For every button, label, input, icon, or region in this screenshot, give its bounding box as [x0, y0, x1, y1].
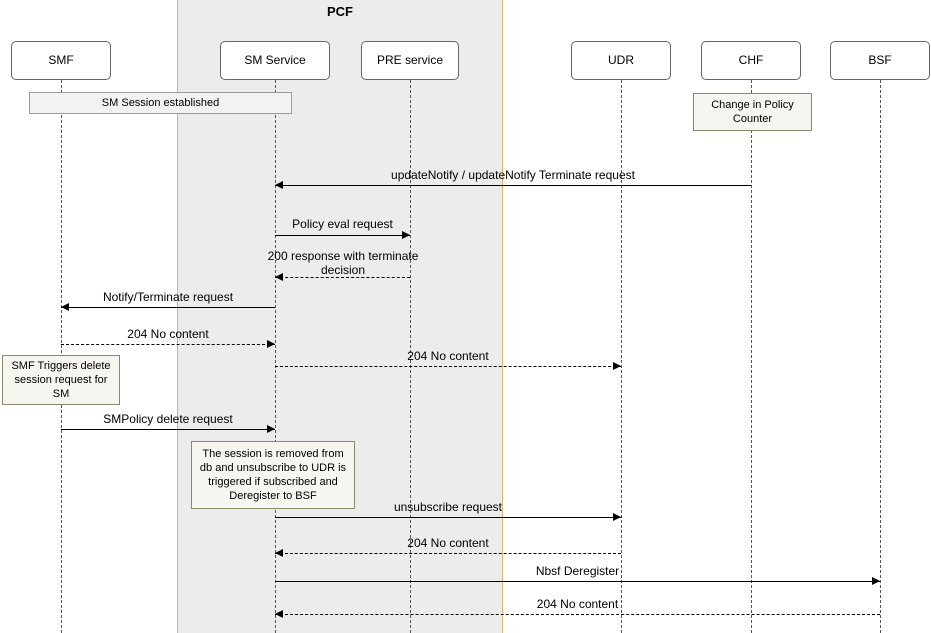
lifeline-smf[interactable]: SMF — [11, 41, 111, 80]
note-sm-session-established: SM Session established — [29, 92, 292, 114]
msg-label-policy-eval-request: Policy eval request — [292, 217, 393, 231]
msg-line-204-no-content-unsubscribe — [275, 553, 621, 554]
msg-line-policy-eval-request — [275, 235, 410, 236]
msg-line-notify-terminate-request — [61, 307, 275, 308]
lifeline-chf[interactable]: CHF — [701, 41, 801, 80]
msg-line-smpolicy-delete-request — [61, 429, 275, 430]
msg-label-200-response-terminate: 200 response with terminate decision — [267, 249, 419, 277]
msg-label-nbsf-deregister: Nbsf Deregister — [535, 564, 620, 578]
msg-label-notify-terminate-request: Notify/Terminate request — [102, 290, 234, 304]
msg-line-nbsf-deregister — [275, 581, 880, 582]
arrow-notify-terminate-request — [61, 303, 69, 311]
lifeline-line-bsf — [880, 80, 881, 633]
msg-label-unsubscribe-request: unsubscribe request — [393, 500, 503, 514]
lifeline-udr[interactable]: UDR — [571, 41, 671, 80]
msg-label-204-no-content-bsf: 204 No content — [536, 597, 619, 611]
arrow-policy-eval-request — [402, 231, 410, 239]
msg-line-204-no-content-bsf — [275, 614, 880, 615]
arrow-update-notify-request — [275, 181, 283, 189]
pcf-group-title: PCF — [327, 4, 353, 19]
msg-line-unsubscribe-request — [275, 517, 621, 518]
msg-line-204-no-content-udr — [275, 366, 621, 367]
msg-line-204-no-content-smf — [61, 344, 275, 345]
lifeline-line-udr — [621, 80, 622, 633]
arrow-204-no-content-unsubscribe — [275, 549, 283, 557]
arrow-smpolicy-delete-request — [267, 425, 275, 433]
msg-line-update-notify-request — [275, 185, 751, 186]
arrow-nbsf-deregister — [872, 577, 880, 585]
msg-label-update-notify-request: updateNotify / updateNotify Terminate request — [391, 168, 635, 182]
arrow-unsubscribe-request — [613, 513, 621, 521]
arrow-204-no-content-udr — [613, 362, 621, 370]
msg-label-204-no-content-unsubscribe: 204 No content — [407, 536, 489, 550]
msg-label-204-no-content-smf: 204 No content — [127, 327, 209, 341]
lifeline-pre-service[interactable]: PRE service — [361, 41, 459, 80]
note-session-removed: The session is removed from db and unsubscribe to UDR is triggered if subscribed and Deregister to BSF — [191, 441, 355, 509]
lifeline-sm-service[interactable]: SM Service — [220, 41, 330, 80]
arrow-204-no-content-smf — [267, 340, 275, 348]
arrow-204-no-content-bsf — [275, 610, 283, 618]
lifeline-bsf[interactable]: BSF — [830, 41, 930, 80]
msg-line-200-response-terminate — [275, 277, 410, 278]
note-smf-triggers-delete: SMF Triggers delete session request for SM — [2, 355, 120, 405]
lifeline-line-chf — [751, 80, 752, 633]
msg-label-smpolicy-delete-request: SMPolicy delete request — [103, 412, 233, 426]
note-change-in-policy-counter: Change in Policy Counter — [693, 93, 812, 131]
msg-label-204-no-content-udr: 204 No content — [407, 349, 489, 363]
